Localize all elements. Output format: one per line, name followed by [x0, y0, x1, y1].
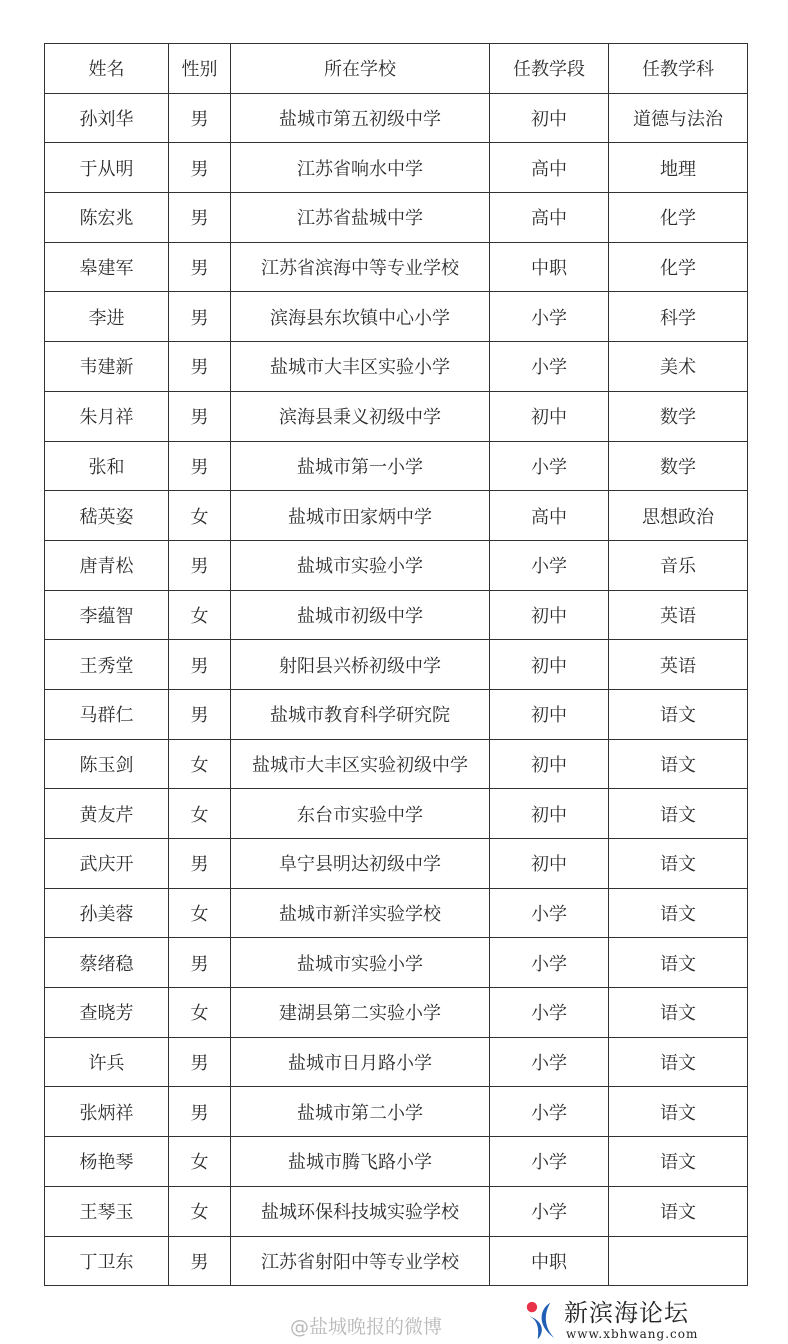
cell-subject: 语文: [609, 689, 748, 739]
cell-name: 陈玉剑: [45, 739, 169, 789]
cell-subject: 语文: [609, 789, 748, 839]
cell-subject: 语文: [609, 1087, 748, 1137]
cell-name: 蔡绪稳: [45, 938, 169, 988]
weibo-watermark: @盐城晚报的微博: [290, 1316, 443, 1338]
table-row: [45, 1087, 748, 1137]
table-row: [45, 839, 748, 889]
cell-gender: 男: [169, 689, 231, 739]
header-stage: 任教学段: [490, 44, 609, 94]
cell-gender: 女: [169, 789, 231, 839]
cell-school: 江苏省滨海中等专业学校: [231, 242, 490, 292]
cell-stage: 小学: [490, 1186, 609, 1236]
cell-name: 韦建新: [45, 342, 169, 392]
table-row: [45, 938, 748, 988]
cell-subject: 科学: [609, 292, 748, 342]
header-gender: 性别: [169, 44, 231, 94]
cell-school: 盐城市初级中学: [231, 590, 490, 640]
cell-name: 陈宏兆: [45, 193, 169, 243]
cell-stage: 初中: [490, 640, 609, 690]
cell-stage: 小学: [490, 988, 609, 1038]
table-row: [45, 1037, 748, 1087]
cell-school: 滨海县秉义初级中学: [231, 391, 490, 441]
cell-stage: 小学: [490, 888, 609, 938]
cell-name: 于从明: [45, 143, 169, 193]
cell-name: 杨艳琴: [45, 1137, 169, 1187]
cell-school: 盐城市大丰区实验初级中学: [231, 739, 490, 789]
cell-stage: 小学: [490, 540, 609, 590]
cell-name: 丁卫东: [45, 1236, 169, 1286]
cell-school: 盐城市第二小学: [231, 1087, 490, 1137]
cell-gender: 男: [169, 938, 231, 988]
cell-gender: 男: [169, 391, 231, 441]
cell-subject: 英语: [609, 640, 748, 690]
cell-gender: 男: [169, 242, 231, 292]
cell-gender: 女: [169, 888, 231, 938]
cell-stage: 初中: [490, 739, 609, 789]
cell-gender: 男: [169, 540, 231, 590]
cell-subject: 语文: [609, 839, 748, 889]
table-row: [45, 689, 748, 739]
cell-school: 江苏省射阳中等专业学校: [231, 1236, 490, 1286]
cell-school: 盐城市田家炳中学: [231, 491, 490, 541]
cell-school: 盐城市教育科学研究院: [231, 689, 490, 739]
cell-subject: 思想政治: [609, 491, 748, 541]
cell-subject: 化学: [609, 242, 748, 292]
table-row: [45, 739, 748, 789]
teacher-list-table: [44, 43, 748, 1286]
cell-school: 江苏省盐城中学: [231, 193, 490, 243]
cell-name: 李进: [45, 292, 169, 342]
cell-school: 盐城市第一小学: [231, 441, 490, 491]
cell-school: 盐城市新洋实验学校: [231, 888, 490, 938]
cell-subject: 音乐: [609, 540, 748, 590]
cell-stage: 高中: [490, 491, 609, 541]
cell-stage: 中职: [490, 242, 609, 292]
cell-subject: 语文: [609, 1037, 748, 1087]
cell-name: 黄友芹: [45, 789, 169, 839]
cell-subject: 地理: [609, 143, 748, 193]
cell-gender: 男: [169, 93, 231, 143]
cell-school: 滨海县东坎镇中心小学: [231, 292, 490, 342]
cell-name: 马群仁: [45, 689, 169, 739]
cell-subject: 道德与法治: [609, 93, 748, 143]
table-row: [45, 441, 748, 491]
cell-stage: 小学: [490, 1087, 609, 1137]
header-school: 所在学校: [231, 44, 490, 94]
cell-gender: 女: [169, 739, 231, 789]
cell-gender: 女: [169, 1137, 231, 1187]
cell-name: 嵇英姿: [45, 491, 169, 541]
cell-gender: 男: [169, 193, 231, 243]
cell-stage: 初中: [490, 590, 609, 640]
cell-school: 建湖县第二实验小学: [231, 988, 490, 1038]
table-row: [45, 540, 748, 590]
table-row: [45, 491, 748, 541]
table-row: [45, 292, 748, 342]
cell-stage: 小学: [490, 342, 609, 392]
table-row: [45, 1236, 748, 1286]
cell-gender: 男: [169, 1087, 231, 1137]
cell-stage: 初中: [490, 391, 609, 441]
cell-school: 盐城市腾飞路小学: [231, 1137, 490, 1187]
cell-gender: 女: [169, 1186, 231, 1236]
cell-subject: 语文: [609, 938, 748, 988]
cell-stage: 高中: [490, 143, 609, 193]
cell-stage: 中职: [490, 1236, 609, 1286]
cell-name: 王琴玉: [45, 1186, 169, 1236]
cell-school: 盐城市实验小学: [231, 938, 490, 988]
cell-name: 张炳祥: [45, 1087, 169, 1137]
cell-subject: 化学: [609, 193, 748, 243]
table-row: [45, 391, 748, 441]
cell-name: 朱月祥: [45, 391, 169, 441]
table-row: [45, 888, 748, 938]
table-row: [45, 143, 748, 193]
cell-school: 盐城环保科技城实验学校: [231, 1186, 490, 1236]
cell-stage: 高中: [490, 193, 609, 243]
cell-name: 皋建军: [45, 242, 169, 292]
cell-subject: 数学: [609, 441, 748, 491]
cell-name: 李蕴智: [45, 590, 169, 640]
cell-subject: 语文: [609, 1137, 748, 1187]
cell-stage: 初中: [490, 93, 609, 143]
table-row: [45, 789, 748, 839]
cell-stage: 小学: [490, 441, 609, 491]
cell-gender: 男: [169, 640, 231, 690]
cell-name: 张和: [45, 441, 169, 491]
cell-subject: 英语: [609, 590, 748, 640]
table-row: [45, 242, 748, 292]
cell-gender: 男: [169, 839, 231, 889]
cell-subject: 语文: [609, 1186, 748, 1236]
cell-school: 阜宁县明达初级中学: [231, 839, 490, 889]
table-row: [45, 93, 748, 143]
table-row: [45, 640, 748, 690]
table-row: [45, 1137, 748, 1187]
table-row: [45, 193, 748, 243]
cell-school: 盐城市第五初级中学: [231, 93, 490, 143]
cell-name: 孙刘华: [45, 93, 169, 143]
cell-gender: 男: [169, 1236, 231, 1286]
cell-subject: 语文: [609, 988, 748, 1038]
cell-stage: 初中: [490, 789, 609, 839]
cell-gender: 男: [169, 342, 231, 392]
cell-name: 孙美蓉: [45, 888, 169, 938]
cell-school: 盐城市大丰区实验小学: [231, 342, 490, 392]
cell-gender: 男: [169, 441, 231, 491]
cell-gender: 女: [169, 590, 231, 640]
cell-gender: 女: [169, 988, 231, 1038]
watermark-title: 新滨海论坛: [564, 1299, 689, 1327]
cell-name: 许兵: [45, 1037, 169, 1087]
cell-name: 王秀堂: [45, 640, 169, 690]
cell-school: 东台市实验中学: [231, 789, 490, 839]
cell-school: 盐城市实验小学: [231, 540, 490, 590]
cell-subject: 数学: [609, 391, 748, 441]
cell-name: 查晓芳: [45, 988, 169, 1038]
table-row: [45, 1186, 748, 1236]
cell-stage: 小学: [490, 1037, 609, 1087]
cell-name: 唐青松: [45, 540, 169, 590]
cell-stage: 小学: [490, 938, 609, 988]
cell-subject: 美术: [609, 342, 748, 392]
cell-gender: 男: [169, 292, 231, 342]
watermark-url: www.xbhwang.com: [566, 1327, 699, 1341]
site-logo-icon: [520, 1299, 560, 1344]
cell-subject: 语文: [609, 739, 748, 789]
cell-subject: 语文: [609, 888, 748, 938]
cell-gender: 男: [169, 1037, 231, 1087]
cell-stage: 初中: [490, 689, 609, 739]
table-row: [45, 590, 748, 640]
table-row: [45, 342, 748, 392]
cell-school: 江苏省响水中学: [231, 143, 490, 193]
site-watermark: [520, 1299, 788, 1344]
header-name: 姓名: [45, 44, 169, 94]
table-header-row: [45, 44, 748, 94]
cell-subject: [609, 1236, 748, 1286]
cell-school: 盐城市日月路小学: [231, 1037, 490, 1087]
cell-school: 射阳县兴桥初级中学: [231, 640, 490, 690]
cell-gender: 男: [169, 143, 231, 193]
cell-stage: 小学: [490, 292, 609, 342]
cell-name: 武庆开: [45, 839, 169, 889]
table-row: [45, 988, 748, 1038]
header-subject: 任教学科: [609, 44, 748, 94]
cell-gender: 女: [169, 491, 231, 541]
cell-stage: 初中: [490, 839, 609, 889]
cell-stage: 小学: [490, 1137, 609, 1187]
